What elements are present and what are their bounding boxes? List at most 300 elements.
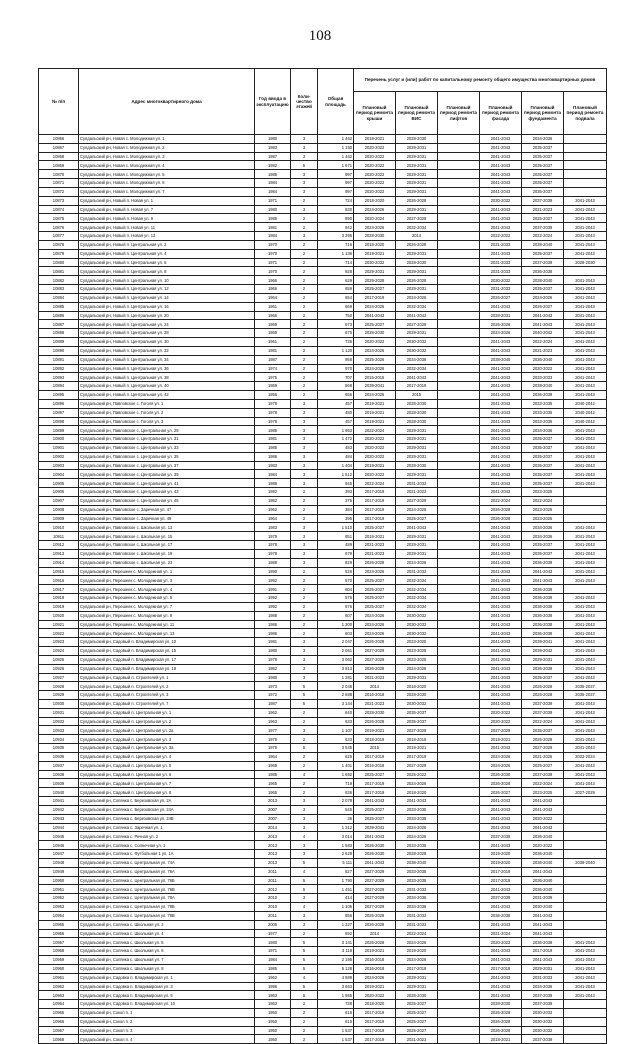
cell-area: 629: [318, 276, 354, 285]
cell-roof-period: 2025-2027: [354, 805, 396, 814]
cell-row-number: 10953: [39, 903, 79, 912]
table-row: [39, 832, 607, 841]
cell-vis-period: 2033-2035: [396, 805, 438, 814]
cell-vis-period: 2019-2021: [396, 744, 438, 753]
cell-floors: 2: [291, 1017, 318, 1026]
cell-row-number: 10958: [39, 947, 79, 956]
cell-facade-period: 2041-2043: [480, 161, 522, 170]
cell-year: 2011: [255, 911, 291, 920]
cell-year: 1980: [255, 647, 291, 656]
cell-year: 1971: [255, 947, 291, 956]
cell-lift-period: [438, 470, 480, 479]
cell-vis-period: 2029-2031: [396, 443, 438, 452]
cell-vis-period: 2025-2027: [396, 514, 438, 523]
cell-address: Сулдальский рн, Садовый п. Владимирская ул. 10: [79, 638, 255, 647]
cell-roof-period: 2041-2043: [354, 311, 396, 320]
cell-lift-period: [438, 858, 480, 867]
cell-roof-period: 2020-2022: [354, 161, 396, 170]
cell-row-number: 10937: [39, 761, 79, 770]
cell-foundation-period: 2036-2040: [522, 832, 564, 841]
cell-basement-period: 2041-2043: [564, 629, 607, 638]
table-row: [39, 735, 607, 744]
header-works-group: Перечень услуг и (или) работ по капитальному ремонту общего имущества многоквартирных домов: [354, 69, 607, 92]
cell-address: Сулдальский рн, Павловское с. Центральная ул. 41: [79, 479, 255, 488]
cell-area: 1 281: [318, 673, 354, 682]
cell-basement-period: [564, 488, 607, 497]
cell-area: 719: [318, 779, 354, 788]
cell-basement-period: 2041-2043: [564, 338, 607, 347]
cell-year: 1980: [255, 938, 291, 947]
cell-area: 1 472: [318, 435, 354, 444]
cell-roof-period: 2024-2026: [354, 567, 396, 576]
cell-facade-period: 2030-2032: [480, 276, 522, 285]
cell-floors: 2: [291, 346, 318, 355]
cell-basement-period: 2041-2043: [564, 964, 607, 973]
cell-foundation-period: 2035-2037: [522, 470, 564, 479]
cell-address: Сулдальский рн, Павловское с. Гоголя ул. 2: [79, 408, 255, 417]
cell-facade-period: 2041-2043: [480, 647, 522, 656]
cell-floors: 5: [291, 982, 318, 991]
cell-area: 627: [318, 867, 354, 876]
cell-area: 1 537: [318, 1026, 354, 1035]
header-address: Адрес многоквартирного дома: [79, 69, 255, 135]
table-row: [39, 161, 607, 170]
table-row: [39, 399, 607, 408]
table-row: [39, 947, 607, 956]
cell-vis-period: 2029-2031: [396, 267, 438, 276]
cell-vis-period: 2027-2029: [396, 496, 438, 505]
cell-roof-period: 2015-2015: [354, 373, 396, 382]
cell-year: 1976: [255, 735, 291, 744]
cell-row-number: 10891: [39, 355, 79, 364]
cell-row-number: 10879: [39, 249, 79, 258]
cell-address: Сулдальский рн, Новая с. Молодежная ул. 2: [79, 143, 255, 152]
cell-facade-period: 2041-2043: [480, 585, 522, 594]
cell-vis-period: 2023-2025: [396, 647, 438, 656]
cell-address: Сулдальский рн, Перешеек с. Молодежная ул. 9: [79, 611, 255, 620]
cell-vis-period: 2026-2028: [396, 240, 438, 249]
cell-floors: 3: [291, 664, 318, 673]
cell-lift-period: [438, 426, 480, 435]
cell-year: 1978: [255, 549, 291, 558]
cell-roof-period: 2020-2022: [354, 152, 396, 161]
cell-roof-period: 2019-2021: [354, 726, 396, 735]
cell-row-number: 10923: [39, 638, 79, 647]
cell-lift-period: [438, 964, 480, 973]
cell-area: 625: [318, 752, 354, 761]
cell-year: 1980: [255, 673, 291, 682]
cell-row-number: 10965: [39, 1008, 79, 1017]
cell-foundation-period: 2035-2037: [522, 435, 564, 444]
cell-foundation-period: 2035-2037: [522, 249, 564, 258]
cell-roof-period: 2018-2020: [354, 196, 396, 205]
cell-facade-period: 2041-2043: [480, 391, 522, 400]
cell-row-number: 10943: [39, 814, 79, 823]
cell-row-number: 10882: [39, 276, 79, 285]
cell-facade-period: 2041-2043: [480, 576, 522, 585]
cell-row-number: 10941: [39, 797, 79, 806]
cell-roof-period: 2020-2022: [354, 452, 396, 461]
cell-floors: 4: [291, 903, 318, 912]
table-row: [39, 814, 607, 823]
cell-roof-period: 2027-2029: [354, 647, 396, 656]
table-row: [39, 920, 607, 929]
cell-floors: 3: [291, 920, 318, 929]
cell-row-number: 10872: [39, 187, 79, 196]
cell-lift-period: [438, 187, 480, 196]
cell-floors: 2: [291, 1026, 318, 1035]
cell-floors: 2: [291, 214, 318, 223]
cell-lift-period: [438, 532, 480, 541]
cell-roof-period: 2021-2023: [354, 700, 396, 709]
cell-lift-period: [438, 682, 480, 691]
cell-vis-period: 2029-2031: [396, 470, 438, 479]
cell-row-number: 10927: [39, 673, 79, 682]
cell-basement-period: 2041-2043: [564, 373, 607, 382]
cell-lift-period: [438, 417, 480, 426]
cell-facade-period: 2022-2024: [480, 496, 522, 505]
cell-vis-period: 2029-2031: [396, 549, 438, 558]
cell-floors: 3: [291, 452, 318, 461]
cell-lift-period: [438, 885, 480, 894]
cell-roof-period: 2020-2022: [354, 187, 396, 196]
cell-foundation-period: 2037-2039: [522, 223, 564, 232]
cell-floors: 2: [291, 717, 318, 726]
cell-row-number: 10870: [39, 170, 79, 179]
cell-foundation-period: 2037-2039: [522, 258, 564, 267]
cell-row-number: 10901: [39, 443, 79, 452]
cell-basement-period: 2041-2043: [564, 364, 607, 373]
cell-area: 845: [318, 479, 354, 488]
cell-lift-period: [438, 505, 480, 514]
cell-year: 1959: [255, 382, 291, 391]
cell-foundation-period: 2035-2037: [522, 152, 564, 161]
cell-address: Сулдальский рн, Садовка п. Владимирская ул. 1: [79, 973, 255, 982]
cell-facade-period: 2041-2043: [480, 346, 522, 355]
cell-year: 1991: [255, 585, 291, 594]
cell-lift-period: [438, 841, 480, 850]
cell-foundation-period: 2022-2024: [522, 717, 564, 726]
cell-vis-period: 2017-2019: [396, 964, 438, 973]
cell-roof-period: 2021-2023: [354, 549, 396, 558]
cell-facade-period: 2041-2043: [480, 594, 522, 603]
cell-address: Сулдальский рн, Новый п. Центральная ул. 10: [79, 276, 255, 285]
cell-vis-period: 2034-2036: [396, 903, 438, 912]
cell-vis-period: 2025-2027: [396, 1008, 438, 1017]
header-number: № п/п: [39, 69, 79, 135]
cell-roof-period: 2020-2022: [354, 179, 396, 188]
cell-row-number: 10900: [39, 435, 79, 444]
cell-row-number: 10894: [39, 382, 79, 391]
cell-basement-period: [564, 850, 607, 859]
cell-basement-period: [564, 187, 607, 196]
cell-facade-period: 2041-2043: [480, 797, 522, 806]
cell-basement-period: 2041-2043: [564, 549, 607, 558]
cell-address: Сулдальский рн, Садовка п. Владимирская ул. 5: [79, 991, 255, 1000]
cell-vis-period: 2025-2027: [396, 1000, 438, 1009]
cell-year: 1966: [255, 276, 291, 285]
cell-vis-period: 2024-2026: [396, 938, 438, 947]
cell-row-number: 10866: [39, 135, 79, 144]
cell-roof-period: 2017-2019: [354, 293, 396, 302]
table-row: [39, 594, 607, 603]
cell-roof-period: 2020-2022: [354, 338, 396, 347]
cell-floors: 3: [291, 470, 318, 479]
header-facade: Плановый период ремонта фасада: [480, 92, 522, 135]
cell-roof-period: 2027-2029: [354, 867, 396, 876]
cell-row-number: 10922: [39, 629, 79, 638]
cell-address: Сулдальский рн, Павловское с. Центральная ул. 31: [79, 435, 255, 444]
cell-foundation-period: 2034-2036: [522, 532, 564, 541]
cell-address: Сулдальский рн, Новый п. Центральная ул. 34: [79, 355, 255, 364]
table-row: [39, 276, 607, 285]
cell-area: 851: [318, 532, 354, 541]
cell-foundation-period: 2035-2037: [522, 179, 564, 188]
cell-foundation-period: 2036-2040: [522, 858, 564, 867]
table-row: [39, 567, 607, 576]
cell-basement-period: 2041-2043: [564, 947, 607, 956]
cell-area: 829: [318, 558, 354, 567]
table-row: [39, 391, 607, 400]
cell-row-number: 10968: [39, 1035, 79, 1044]
cell-floors: 2: [291, 320, 318, 329]
table-row: [39, 532, 607, 541]
cell-year: 1985: [255, 443, 291, 452]
cell-basement-period: 2041-2043: [564, 196, 607, 205]
cell-basement-period: 2041-2043: [564, 726, 607, 735]
cell-foundation-period: 2017-2019: [522, 947, 564, 956]
cell-basement-period: 2041-2043: [564, 708, 607, 717]
cell-lift-period: [438, 346, 480, 355]
cell-year: 1971: [255, 258, 291, 267]
table-row: [39, 700, 607, 709]
cell-vis-period: 2028-2030: [396, 258, 438, 267]
cell-vis-period: 2035-2037: [396, 708, 438, 717]
cell-basement-period: 2041-2043: [564, 249, 607, 258]
cell-row-number: 10936: [39, 752, 79, 761]
table-row: [39, 302, 607, 311]
cell-floors: 3: [291, 408, 318, 417]
cell-floors: 2: [291, 223, 318, 232]
cell-foundation-period: 2041-2043: [522, 567, 564, 576]
cell-foundation-period: 2021-2026: [522, 752, 564, 761]
cell-basement-period: [564, 832, 607, 841]
cell-foundation-period: 2041-2043: [522, 867, 564, 876]
cell-area: 1 105: [318, 903, 354, 912]
cell-area: 1 327: [318, 920, 354, 929]
cell-foundation-period: 2029-2031: [522, 655, 564, 664]
cell-roof-period: 2019-2021: [354, 399, 396, 408]
cell-lift-period: [438, 355, 480, 364]
cell-vis-period: 2028-2030: [396, 691, 438, 700]
cell-facade-period: 2041-2043: [480, 814, 522, 823]
table-row: [39, 620, 607, 629]
cell-row-number: 10903: [39, 461, 79, 470]
cell-foundation-period: 2022-2024: [522, 496, 564, 505]
cell-vis-period: 2032-2034: [396, 585, 438, 594]
table-row: [39, 143, 607, 152]
cell-facade-period: 2026-2027: [480, 788, 522, 797]
cell-lift-period: [438, 232, 480, 241]
cell-row-number: 10947: [39, 850, 79, 859]
cell-lift-period: [438, 823, 480, 832]
cell-lift-period: [438, 161, 480, 170]
cell-vis-period: 2029-2031: [396, 435, 438, 444]
cell-address: Сулдальский рн, Садовый п. Строителей ул. 7: [79, 700, 255, 709]
table-row: [39, 496, 607, 505]
cell-foundation-period: 2036-2040: [522, 876, 564, 885]
cell-row-number: 10944: [39, 823, 79, 832]
cell-foundation-period: 2035-2037: [522, 443, 564, 452]
cell-basement-period: 2041-2043: [564, 673, 607, 682]
table-row: [39, 311, 607, 320]
cell-floors: 2: [291, 620, 318, 629]
cell-roof-period: 2017-2019: [354, 488, 396, 497]
cell-row-number: 10890: [39, 346, 79, 355]
cell-area: 2 688: [318, 691, 354, 700]
cell-address: Сулдальский рн, Солянка с. Березовская ул. 24Б: [79, 814, 255, 823]
table-row: [39, 417, 607, 426]
cell-vis-period: 2017-2019: [396, 752, 438, 761]
cell-address: Сулдальский рн, Павловское с. Школьная ул. 13: [79, 523, 255, 532]
cell-roof-period: 2039-2041: [354, 382, 396, 391]
cell-foundation-period: 2041-2043: [522, 576, 564, 585]
cell-foundation-period: 2036-2038: [522, 391, 564, 400]
cell-roof-period: 2025-2027: [354, 594, 396, 603]
cell-area: 716: [318, 240, 354, 249]
cell-basement-period: [564, 841, 607, 850]
cell-vis-period: 2031-2033: [396, 911, 438, 920]
cell-lift-period: [438, 408, 480, 417]
cell-basement-period: 2041-2043: [564, 991, 607, 1000]
cell-floors: 3: [291, 541, 318, 550]
cell-address: Сулдальский рн, Сокол п. 1: [79, 1008, 255, 1017]
cell-address: Сулдальский рн, Садовый п. Центральная ул. 3: [79, 735, 255, 744]
cell-floors: 5: [291, 947, 318, 956]
table-row: [39, 867, 607, 876]
cell-roof-period: 2020-2022: [354, 143, 396, 152]
cell-year: 1985: [255, 770, 291, 779]
cell-foundation-period: 2037-2039: [522, 708, 564, 717]
cell-year: 1985: [255, 964, 291, 973]
cell-roof-period: 2016-2018: [354, 956, 396, 965]
cell-vis-period: 2024-2026: [396, 956, 438, 965]
cell-area: 3 663: [318, 982, 354, 991]
cell-basement-period: 2041-2043: [564, 355, 607, 364]
cell-basement-period: [564, 911, 607, 920]
cell-foundation-period: 2034-2036: [522, 135, 564, 144]
cell-foundation-period: 2031-2033: [522, 973, 564, 982]
cell-basement-period: 2038-2040: [564, 858, 607, 867]
cell-floors: 2: [291, 779, 318, 788]
cell-row-number: 10918: [39, 594, 79, 603]
cell-address: Сулдальский рн, Садовый п. Центральная ул. 6: [79, 770, 255, 779]
cell-vis-period: 2029-2031: [396, 541, 438, 550]
cell-address: Сулдальский рн, Садовый п. Центральная ул. 8: [79, 788, 255, 797]
cell-lift-period: [438, 311, 480, 320]
cell-vis-period: 2030-2032: [396, 620, 438, 629]
cell-facade-period: 2041-2043: [480, 947, 522, 956]
table-row: [39, 744, 607, 753]
cell-lift-period: [438, 399, 480, 408]
cell-facade-period: 2041-2043: [480, 664, 522, 673]
cell-area: 1 790: [318, 876, 354, 885]
table-row: [39, 770, 607, 779]
cell-lift-period: [438, 523, 480, 532]
cell-vis-period: 2025-2027: [396, 1017, 438, 1026]
cell-facade-period: 2026-2030: [480, 770, 522, 779]
cell-year: 1983: [255, 143, 291, 152]
table-row: [39, 408, 607, 417]
cell-foundation-period: 2029-2031: [522, 964, 564, 973]
cell-area: 714: [318, 258, 354, 267]
cell-vis-period: 2041-2043: [396, 373, 438, 382]
table-row: [39, 673, 607, 682]
cell-address: Сулдальский рн, Новый п. Центральная ул. 38: [79, 373, 255, 382]
cell-facade-period: 2036-2038: [480, 911, 522, 920]
cell-year: 2006: [255, 920, 291, 929]
cell-facade-period: 2041-2043: [480, 488, 522, 497]
cell-roof-period: 2041-2043: [354, 858, 396, 867]
cell-floors: 5: [291, 744, 318, 753]
cell-lift-period: [438, 382, 480, 391]
cell-area: 673: [318, 320, 354, 329]
cell-year: 1964: [255, 514, 291, 523]
cell-area: 3 141: [318, 938, 354, 947]
cell-address: Сулдальский рн, Павловское с. Центральная ул. 43: [79, 488, 255, 497]
cell-roof-period: 2026-2030: [354, 841, 396, 850]
cell-vis-period: 2015: [396, 391, 438, 400]
cell-address: Сулдальский рн, Солянка с. Центральная ул. 76А: [79, 867, 255, 876]
cell-foundation-period: 2027-2029: [522, 744, 564, 753]
cell-lift-period: [438, 726, 480, 735]
cell-basement-period: 2041-2043: [564, 770, 607, 779]
cell-basement-period: 2041-2043: [564, 664, 607, 673]
cell-address: Сулдальский рн, Солянка с. Центральная ул. 78Б: [79, 903, 255, 912]
cell-lift-period: [438, 135, 480, 144]
cell-area: 576: [318, 594, 354, 603]
cell-basement-period: 2041-2043: [564, 532, 607, 541]
cell-address: Сулдальский рн, Новый п. Новая ул. 1: [79, 196, 255, 205]
cell-row-number: 10940: [39, 788, 79, 797]
cell-facade-period: 2041-2043: [480, 532, 522, 541]
table-row: [39, 576, 607, 585]
table-row: [39, 135, 607, 144]
cell-vis-period: 2029-2031: [396, 205, 438, 214]
cell-vis-period: 2024-2026: [396, 823, 438, 832]
cell-year: 1984: [255, 179, 291, 188]
cell-facade-period: 2041-2043: [480, 885, 522, 894]
table-row: [39, 938, 607, 947]
cell-floors: 5: [291, 938, 318, 947]
cell-address: Сулдальский рн, Солянка с. Футбольная 1 ул. 1А: [79, 850, 255, 859]
cell-floors: 3: [291, 479, 318, 488]
cell-basement-period: 2040-2042: [564, 399, 607, 408]
cell-roof-period: 2025-2027: [354, 285, 396, 294]
cell-row-number: 10913: [39, 549, 79, 558]
table-row: [39, 320, 607, 329]
cell-lift-period: [438, 479, 480, 488]
cell-facade-period: 2041-2043: [480, 973, 522, 982]
cell-lift-period: [438, 214, 480, 223]
cell-facade-period: 2041-2043: [480, 152, 522, 161]
cell-address: Сулдальский рн, Новый п. Новая ул. 9: [79, 214, 255, 223]
cell-address: Сулдальский рн, Солянка с. Заречная ул. 1: [79, 823, 255, 832]
cell-address: Сулдальский рн, Павловское с. Школьная ул. 15: [79, 532, 255, 541]
cell-vis-period: 2030-2032: [396, 611, 438, 620]
cell-basement-period: [564, 1000, 607, 1009]
cell-row-number: 10930: [39, 700, 79, 709]
